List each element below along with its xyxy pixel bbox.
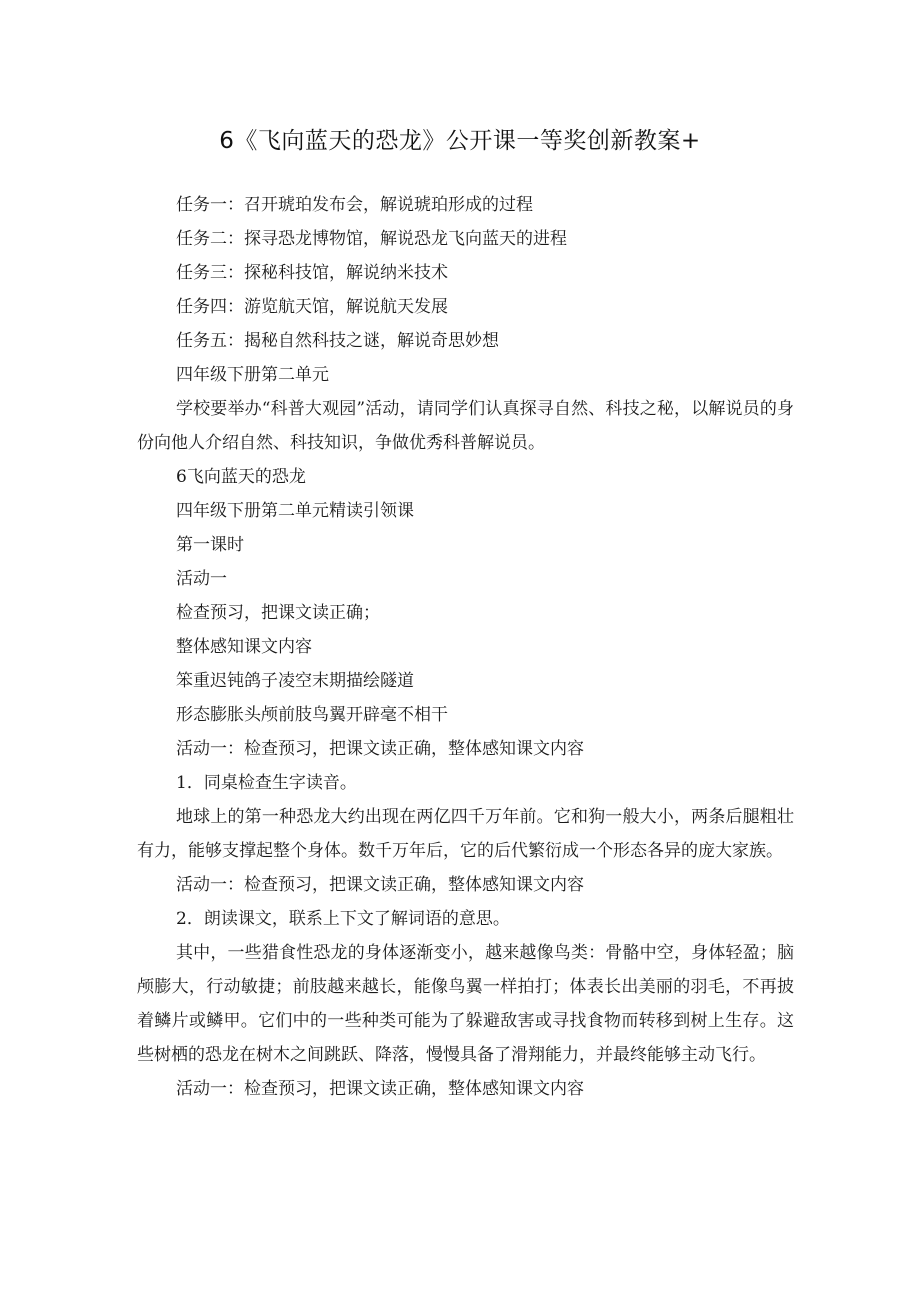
paragraph-task-3: 任务三：探秘科技馆，解说纳米技术 bbox=[176, 263, 448, 283]
paragraph-text-2: 其中，一些猎食性恐龙的身体逐渐变小，越来越像鸟类：骨骼中空，身体轻盈；脑颅膨大，行动敏捷；前肢越来越长，能像鸟翼一样拍打；体表长出美丽的羽毛，不再披着鳞片或鳞甲。它们中的一些种类可能为了躲避敌害或寻找食物而转移到树上生存。这些树栖的恐龙在树木之间跳跃、降落，慢慢具备了滑翔能力，并最终能够主动飞行。 bbox=[137, 943, 794, 1065]
paragraph-unit: 四年级下册第二单元 bbox=[176, 365, 329, 385]
document-title: 6《飞向蓝天的恐龙》公开课一等奖创新教案+ bbox=[219, 128, 701, 154]
paragraph-period: 第一课时 bbox=[176, 535, 244, 555]
paragraph-lesson-type: 四年级下册第二单元精读引领课 bbox=[176, 501, 414, 521]
paragraph-activity-label: 活动一：检查预习，把课文读正确，整体感知课文内容 bbox=[176, 1079, 584, 1099]
paragraph-activity-intro: 学校要举办“科普大观园”活动，请同学们认真探寻自然、科技之秘，以解说员的身份向他人介绍自然、科技知识，争做优秀科普解说员。 bbox=[137, 399, 794, 453]
paragraph-text-1: 地球上的第一种恐龙大约出现在两亿四千万年前。它和狗一般大小，两条后腿粗壮有力，能够支撑起整个身体。数千万年后，它的后代繁衍成一个形态各异的庞大家族。 bbox=[137, 807, 794, 861]
paragraph-task-1: 任务一：召开琥珀发布会，解说琥珀形成的过程 bbox=[176, 195, 533, 215]
paragraph-activity-label: 活动一：检查预习，把课文读正确，整体感知课文内容 bbox=[176, 875, 584, 895]
paragraph-step-2: 2．朗读课文，联系上下文了解词语的意思。 bbox=[176, 909, 510, 929]
paragraph-preview: 检查预习，把课文读正确； bbox=[176, 603, 380, 623]
paragraph-activity-label: 活动一：检查预习，把课文读正确，整体感知课文内容 bbox=[176, 739, 584, 759]
document-body bbox=[137, 188, 794, 1106]
paragraph-lesson-title: 6飞向蓝天的恐龙 bbox=[176, 467, 306, 487]
paragraph-step-1: 1．同桌检查生字读音。 bbox=[176, 773, 357, 793]
paragraph-vocab-1: 笨重迟钝鸽子凌空末期描绘隧道 bbox=[176, 671, 414, 691]
paragraph-task-5: 任务五：揭秘自然科技之谜，解说奇思妙想 bbox=[176, 331, 499, 351]
paragraph-activity-heading: 活动一 bbox=[176, 569, 227, 589]
paragraph-task-4: 任务四：游览航天馆，解说航天发展 bbox=[176, 297, 448, 317]
paragraph-overview: 整体感知课文内容 bbox=[176, 637, 312, 657]
paragraph-vocab-2: 形态膨胀头颅前肢鸟翼开辟毫不相干 bbox=[176, 705, 448, 725]
paragraph-task-2: 任务二：探寻恐龙博物馆，解说恐龙飞向蓝天的进程 bbox=[176, 229, 567, 249]
